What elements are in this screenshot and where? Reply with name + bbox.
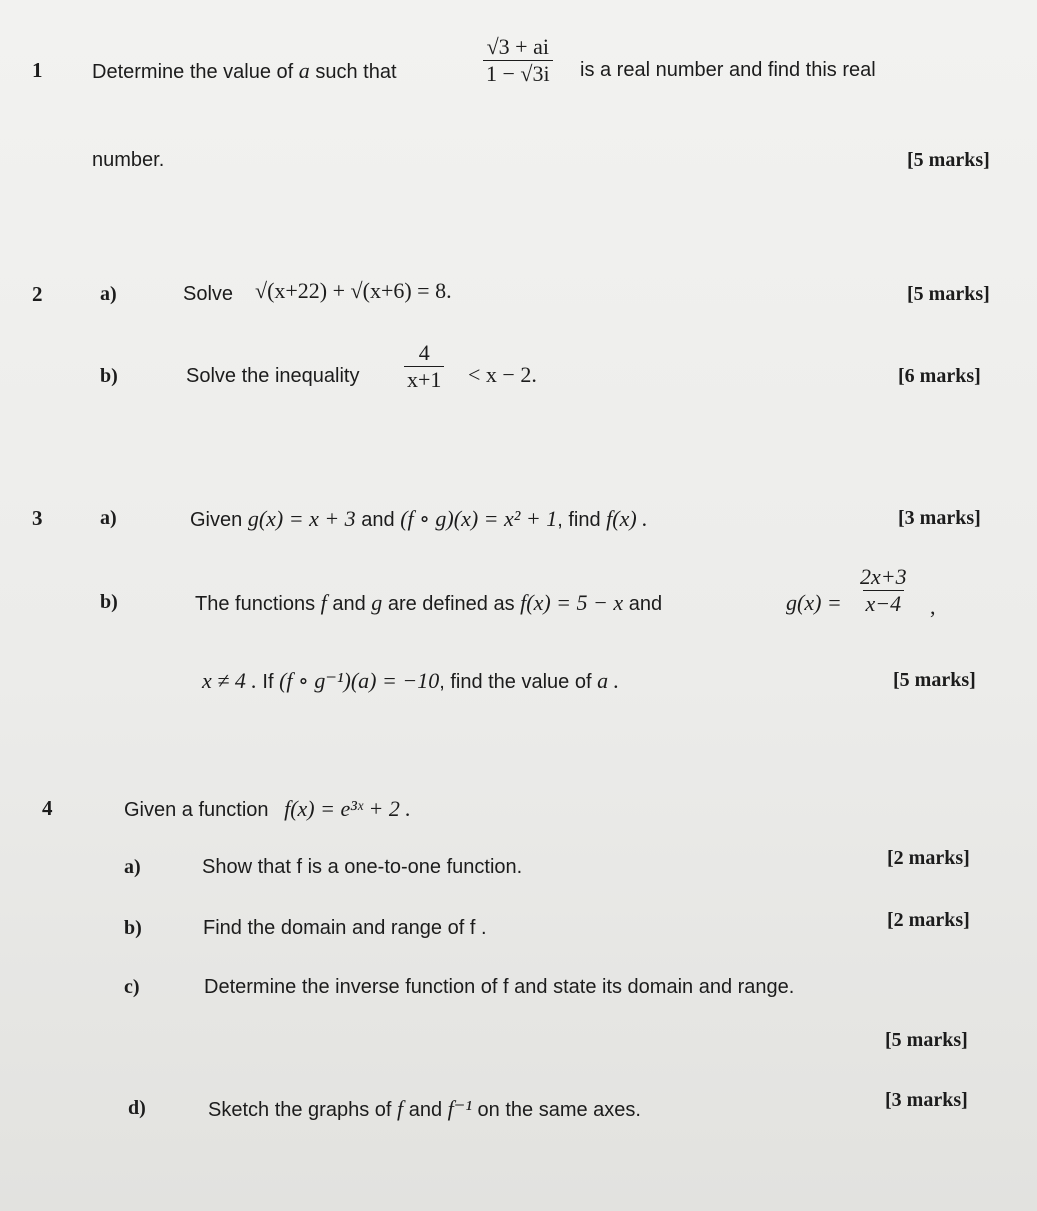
q3a-marks: [3 marks]: [898, 507, 981, 529]
q3b-composition-inverse: (f ∘ g⁻¹)(a) = −10: [279, 668, 440, 693]
question-number-1: 1: [32, 58, 43, 82]
q3b-variable-a: a .: [597, 668, 620, 693]
q2b-marks: [6 marks]: [898, 365, 981, 387]
q3b-domain-condition: x ≠ 4 .: [202, 668, 257, 693]
q1-variable: a: [298, 58, 310, 83]
q1-text-after: is a real number and find this real: [580, 59, 876, 81]
q3b-text-functions: The functions: [195, 593, 316, 615]
q4-intro: [124, 798, 411, 820]
question-number-4: 4: [42, 796, 53, 820]
q2b-fraction-denominator: x+1: [404, 366, 444, 391]
q3b-g: g: [371, 590, 383, 615]
q1-fraction-denominator: 1 − √3i: [483, 60, 553, 85]
q2a-label: a): [100, 283, 117, 305]
q3b-text-if: If: [262, 671, 274, 693]
q4a-label: a): [124, 856, 141, 878]
q4d-f: f: [397, 1096, 404, 1121]
q4d-label: d): [128, 1097, 146, 1119]
q3a-find-expression: f(x) .: [606, 506, 648, 531]
q4d-text-and: and: [408, 1099, 443, 1121]
q3b-label: b): [100, 591, 118, 613]
q4c-text: Determine the inverse function of f and state its domain and range.: [204, 976, 795, 998]
q2b-label: b): [100, 365, 118, 387]
q3b-text-and: and: [332, 593, 366, 615]
q3b-f-definition: f(x) = 5 − x: [520, 590, 624, 615]
q4a-marks: [2 marks]: [887, 847, 970, 869]
q3a-text: [190, 508, 648, 530]
q1-text-before: Determine the value of: [92, 61, 294, 83]
q3b-text: [195, 592, 662, 614]
q3b-comma: ,: [930, 594, 936, 619]
q4d-f-inverse: f⁻¹: [447, 1096, 472, 1121]
q1-text-continued: number.: [92, 149, 165, 171]
q1-marks: [5 marks]: [907, 149, 990, 171]
q3a-g-definition: g(x) = x + 3: [247, 506, 356, 531]
q2a-expression: √(x+22) + √(x+6) = 8.: [255, 278, 452, 303]
q3a-text-given: Given: [190, 509, 243, 531]
q1-fraction-numerator: √3 + ai: [486, 34, 549, 59]
q3b-fraction: [857, 566, 910, 615]
q3b-fraction-numerator: 2x+3: [860, 564, 907, 589]
q3b-line2: [202, 670, 619, 692]
question-number-2: 2: [32, 282, 43, 306]
q3b-marks: [5 marks]: [893, 669, 976, 691]
q4c-marks: [5 marks]: [885, 1029, 968, 1051]
q4-intro-text: Given a function: [124, 799, 269, 821]
q3b-text-defined: are defined as: [387, 593, 515, 615]
q2a-marks: [5 marks]: [907, 283, 990, 305]
q3a-label: a): [100, 507, 117, 529]
q4d-text-axes: on the same axes.: [477, 1099, 641, 1121]
q4b-text: Find the domain and range of f .: [203, 917, 487, 939]
q3a-text-and: and: [361, 509, 395, 531]
q4b-marks: [2 marks]: [887, 909, 970, 931]
q2b-expression-after: < x − 2.: [468, 362, 537, 387]
q1-text: [92, 60, 397, 82]
q3a-composition: (f ∘ g)(x) = x² + 1: [400, 506, 558, 531]
q1-fraction: [483, 36, 553, 85]
q4b-label: b): [124, 917, 142, 939]
q2a-text: Solve: [183, 283, 234, 305]
q4c-label: c): [124, 976, 140, 998]
q2b-fraction-numerator: 4: [418, 340, 430, 365]
question-number-3: 3: [32, 506, 43, 530]
q4-function-definition: f(x) = e³ˣ + 2 .: [284, 796, 411, 821]
q2b-fraction: [404, 342, 444, 391]
q3b-g-lhs: g(x) =: [786, 590, 842, 615]
q3a-text-find: , find: [557, 509, 601, 531]
q4a-text: Show that f is a one-to-one function.: [202, 856, 523, 878]
q1-text-mid: such that: [315, 61, 397, 83]
q3b-f: f: [320, 590, 327, 615]
q4d-marks: [3 marks]: [885, 1089, 968, 1111]
q3b-fraction-denominator: x−4: [863, 590, 905, 615]
q3b-text-find: , find the value of: [439, 671, 592, 693]
q2b-text: Solve the inequality: [186, 365, 360, 387]
q4d-text-sketch: Sketch the graphs of: [208, 1099, 392, 1121]
q3b-text-and-2: and: [628, 593, 663, 615]
q4d-text: [208, 1098, 641, 1120]
